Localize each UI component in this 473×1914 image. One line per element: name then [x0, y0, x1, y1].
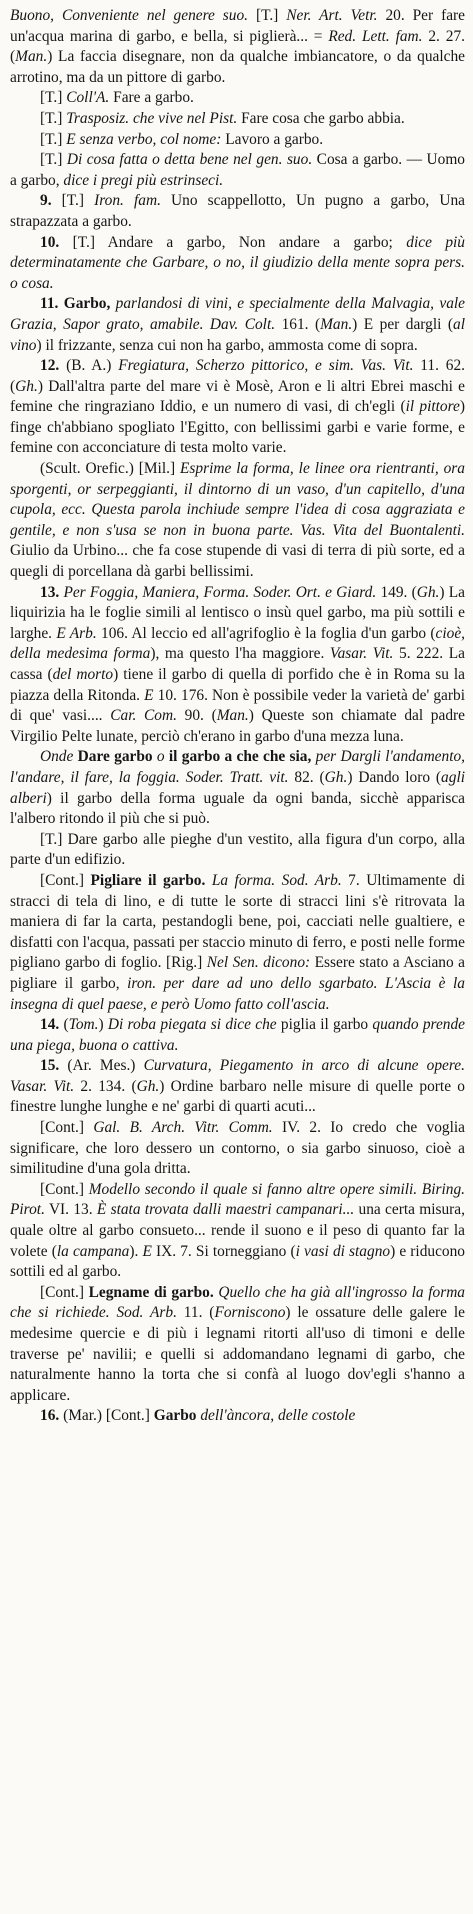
dictionary-paragraph: [10, 109, 465, 130]
text-segment: 11. (: [176, 1304, 215, 1322]
text-segment: [Cont.]: [40, 1119, 94, 1137]
text-segment: ) le ossature delle galere le medesime quercie e di più i legnami ritorti all'uso di timoni e delle traverse pe' navilii; e quelli si addomandano legnami di garbo, che naturalmente hanno la torta che si confà al luogo dov'egli s'hanno a applicare.: [10, 1304, 465, 1404]
text-segment: ) Ordine barbaro nelle misure di quelle porte o finestre lunghe lunghe e ne' garbi di quarti acuti...: [10, 1077, 465, 1116]
text-segment: i vasi di stagno: [295, 1242, 391, 1260]
text-segment: una certa misura, quale oltre al garbo consueto... rende il suono e il peso di quanto far la volete (: [10, 1201, 465, 1260]
text-segment: ) tiene il garbo di quella di porfido che è in Roma su la piazza della Ritonda.: [10, 666, 466, 704]
text-segment: Gh.: [15, 377, 38, 395]
text-segment: 90. (: [176, 707, 217, 725]
text-segment: Forniscono: [214, 1304, 286, 1322]
text-segment: E Arb.: [56, 624, 97, 642]
text-segment: ) E per dargli (: [352, 315, 453, 333]
text-segment: ) finge ch'abbiano spogliato l'Egitto, con bellissimi garbi e varie forme, e femine con acconciature di testa molto varie.: [10, 398, 465, 457]
text-segment: Man.: [320, 315, 353, 333]
text-segment: Cosa a garbo. — Uomo a garbo,: [10, 151, 465, 189]
text-segment: Garbo: [153, 1407, 201, 1425]
text-segment: Tom.: [68, 1016, 99, 1034]
text-segment: ) il garbo della forma uguale da ogni banda, sicchè apparisca l'albero ritondo il più che si può.: [10, 789, 465, 828]
text-segment: 9.: [40, 192, 62, 210]
text-segment: 14.: [40, 1016, 64, 1034]
text-segment: 149. (: [376, 583, 417, 601]
text-segment: Gh.: [136, 1077, 160, 1095]
dictionary-paragraph: [10, 1056, 465, 1118]
text-segment: (Mar.) [Cont.]: [63, 1407, 154, 1425]
text-segment: [T.]: [40, 130, 67, 148]
text-segment: 106. Al leccio ed all'agrifoglio è la foglia d'un garbo (: [96, 624, 436, 642]
text-segment: Uno scappellotto, Un pugno a garbo, Una strapazzata a garbo.: [10, 192, 465, 230]
text-segment: 13.: [40, 583, 64, 601]
text-segment: Per Foggia, Maniera, Forma. Soder. Ort. e Giard.: [63, 583, 377, 601]
text-segment: Esprime la forma, le linee ora rientranti, ora sporgenti, or serpeggianti, il dintorno di un vaso, d'un capitello, d'una cupola, ecc. Questa parola inchiude sempre l'idea di cosa aggraziata e gentile, e non s'usa se non in buona parte. Vas. Vita del Buontalenti.: [10, 460, 465, 539]
dictionary-paragraph: [10, 356, 465, 459]
text-segment: (B. A.): [66, 357, 119, 375]
text-segment: VI. 13.: [44, 1201, 97, 1219]
text-segment: 161. (: [275, 315, 321, 333]
text-segment: [Cont.]: [40, 1283, 89, 1301]
dictionary-paragraph: [10, 583, 465, 748]
text-segment: Ner. Art. Vetr.: [286, 7, 378, 24]
text-segment: al vino: [10, 315, 465, 354]
dictionary-paragraph: [10, 1118, 465, 1180]
text-segment: 15.: [40, 1057, 68, 1075]
text-segment: 2. 134. (: [74, 1077, 137, 1095]
text-segment: È stata trovata dalli maestri campanari...: [96, 1201, 355, 1219]
text-segment: ) La liquirizia ha le foglie simili al lentisco o insù quel garbo, ma più sottili e larghe.: [10, 583, 465, 642]
text-segment: del morto: [52, 666, 114, 683]
dictionary-paragraph: [10, 871, 465, 1015]
text-segment: Gh.: [416, 583, 440, 601]
text-segment: Onde: [40, 748, 78, 766]
dictionary-paragraph: [10, 459, 465, 583]
text-segment: Car. Com.: [110, 707, 177, 725]
text-segment: 7. Ultimamente di stracci di tela di lino, e di tutte le sorte di stracci lini s'è ritrovata la maniera di far la carta, pestandogli bene, poi, cacciati nelle gualtiere, e disfatti con l'acqua, passati per staccio minuto di ferro, e posti nelle forme pigliano garbo di foglio. [Rig.]: [10, 871, 465, 972]
text-segment: Iron. fam.: [94, 192, 161, 210]
text-segment: Fare cosa che garbo abbia.: [237, 109, 405, 127]
text-segment: Vasar. Vit.: [329, 645, 394, 663]
dictionary-paragraph: [10, 747, 465, 829]
text-segment: Legname di garbo.: [88, 1283, 219, 1301]
dictionary-paragraph: [10, 1180, 465, 1283]
text-segment: Trasposiz. che vive nel Pist.: [66, 109, 238, 127]
text-segment: Pigliare il garbo.: [90, 871, 212, 889]
text-segment: Man.: [216, 707, 249, 725]
text-segment: Gh.: [324, 768, 348, 786]
text-segment: ).: [129, 1242, 143, 1260]
text-segment: 16.: [40, 1407, 64, 1425]
text-segment: E: [142, 1242, 152, 1260]
text-segment: [T.] Andare a garbo, Non andare a garbo;: [72, 233, 407, 251]
dictionary-paragraph: [10, 1015, 465, 1056]
text-segment: dell'àncora, delle costole: [200, 1407, 356, 1425]
dictionary-paragraph: [10, 6, 465, 88]
text-segment: [Cont.]: [40, 1180, 89, 1198]
text-segment: Curvatura, Piegamento in arco di alcune opere. Vasar. Vit.: [10, 1057, 465, 1095]
dictionary-paragraph: [10, 130, 465, 151]
dictionary-paragraph: [10, 233, 465, 295]
text-segment: 10. 176. Non è possibile veder la varietà de' garbi di que' vasi....: [10, 686, 465, 725]
text-segment: parlandosi di vini, e specialmente della Malvagia, vale Grazia, Sapor grato, amabile. Dav. Colt.: [10, 295, 465, 333]
dictionary-paragraph: [10, 150, 465, 191]
text-segment: IX. 7. Si torneggiano (: [151, 1242, 296, 1260]
text-segment: E: [144, 686, 154, 704]
text-segment: (: [63, 1016, 69, 1034]
text-segment: la campana: [56, 1242, 130, 1260]
text-segment: il garbo a che che sia,: [168, 748, 316, 766]
text-segment: [T.]: [40, 109, 67, 127]
dictionary-paragraph: [10, 191, 465, 232]
text-segment: ) il frizzante, senza cui non ha garbo, ammosta come di sopra.: [36, 336, 418, 354]
text-segment: [T.]: [40, 89, 67, 107]
text-segment: Fare a garbo.: [109, 89, 194, 107]
text-segment: ) La faccia disegnare, non da qualche imbiancatore, o da qualche arrotino, ma da un pittore di garbo.: [10, 48, 465, 86]
text-segment: 20. Per fare un'acqua marina di garbo, e bella, si piglierà... =: [10, 7, 465, 45]
text-segment: cioè, della medesima forma: [10, 624, 466, 663]
text-segment: Buono, Conveniente nel genere suo.: [10, 7, 256, 24]
dictionary-paragraph: [10, 294, 465, 356]
text-segment: E senza verbo, col nome:: [66, 130, 222, 148]
text-segment: Coll'A.: [66, 89, 110, 107]
text-segment: ): [98, 1016, 108, 1034]
dictionary-paragraph: [10, 830, 465, 871]
text-segment: 11. 62. (: [10, 357, 465, 395]
text-segment: 12.: [40, 357, 67, 375]
text-segment: (Ar. Mes.): [67, 1057, 144, 1075]
text-segment: [T.] Dare garbo alle pieghe d'un vestito, alla figura d'un corpo, alla parte d'un edifizio.: [10, 830, 465, 869]
text-segment: [T.]: [61, 192, 95, 210]
text-segment: ), ma questo l'ha maggiore.: [150, 645, 330, 663]
text-segment: ) e riducono sottili ed al garbo.: [10, 1242, 466, 1281]
text-segment: agli alberi: [10, 768, 465, 807]
text-segment: [Cont.]: [40, 871, 91, 889]
text-segment: Dare garbo: [77, 748, 157, 766]
text-segment: o: [156, 748, 169, 766]
text-segment: Fregiatura, Scherzo pittorico, e sim. Vas. Vit.: [118, 357, 414, 375]
text-segment: Quello che ha già all'ingrosso la forma che si richiede. Sod. Arb.: [10, 1283, 465, 1322]
text-segment: Giulio da Urbino... che fa cose stupende di vasi di terra di più sorte, ed a quegli di porcellana dà garbi bellissimi.: [10, 542, 465, 581]
text-segment: Modello secondo il quale si fanno altre opere simili. Biring. Pirot.: [10, 1180, 465, 1219]
text-segment: piglia il garbo: [276, 1016, 373, 1034]
text-segment: Lavoro a garbo.: [221, 130, 324, 148]
dictionary-paragraph: [10, 1283, 465, 1407]
text-segment: 11. Garbo,: [40, 295, 116, 313]
dictionary-paragraph: [10, 1406, 465, 1427]
text-segment: Gal. B. Arch. Vitr. Comm.: [93, 1119, 273, 1137]
text-segment: Di cosa fatta o detta bene nel gen. suo.: [66, 151, 313, 169]
text-segment: 10.: [40, 233, 73, 251]
text-segment: Red. Lett. fam.: [328, 27, 423, 45]
text-segment: [T.]: [40, 151, 67, 169]
text-segment: il pittore: [405, 398, 460, 416]
dictionary-paragraph: [10, 88, 465, 109]
text-segment: 82. (: [288, 768, 325, 786]
text-segment: ) Queste son chiamate dal padre Virgilio Pelte lunate, perciò ch'erano in garbo d'una mezza luna.: [10, 707, 465, 745]
text-segment: dice più determinatamente che Garbare, o no, il giudizio della mente sopra pers. o cosa.: [10, 233, 465, 292]
text-segment: ) Dall'altra parte del mare vi è Mosè, Aron e li altri Ebrei maschi e femine che ringraziano Iddio, e un numero di vasi, di ch'egli (: [10, 377, 465, 416]
text-segment: Man.: [15, 48, 48, 66]
text-segment: dice i pregi più estrinseci.: [63, 171, 224, 189]
text-segment: ) Dando loro (: [347, 768, 442, 786]
text-segment: IV. 2. Io credo che voglia significare, che loro dessero un contorno, o sia garbo sinuoso, cioè a similitudine d'una gola dritta.: [10, 1119, 465, 1178]
text-segment: Essere stato a Asciano a pigliare il garbo,: [10, 954, 465, 992]
text-segment: La forma. Sod. Arb.: [211, 871, 342, 889]
text-segment: 2. 27. (: [10, 27, 465, 66]
text-segment: per Dargli l'andamento, l'andare, il fare, la foggia. Soder. Tratt. vit.: [10, 748, 466, 786]
text-segment: Nel Sen. dicono:: [206, 954, 311, 972]
text-segment: Di roba piegata si dice che: [107, 1016, 277, 1034]
text-segment: [T.]: [255, 7, 287, 24]
text-segment: 5. 222. La cassa (: [10, 645, 465, 683]
text-segment: quando prende una piega, buona o cattiva.: [10, 1016, 465, 1054]
text-segment: iron. per dare ad uno dello sgarbato. L'Ascia è la insegna di quel paese, e però Uomo fatto coll'ascia.: [10, 974, 465, 1013]
text-segment: (Scult. Orefic.) [Mil.]: [40, 460, 180, 478]
